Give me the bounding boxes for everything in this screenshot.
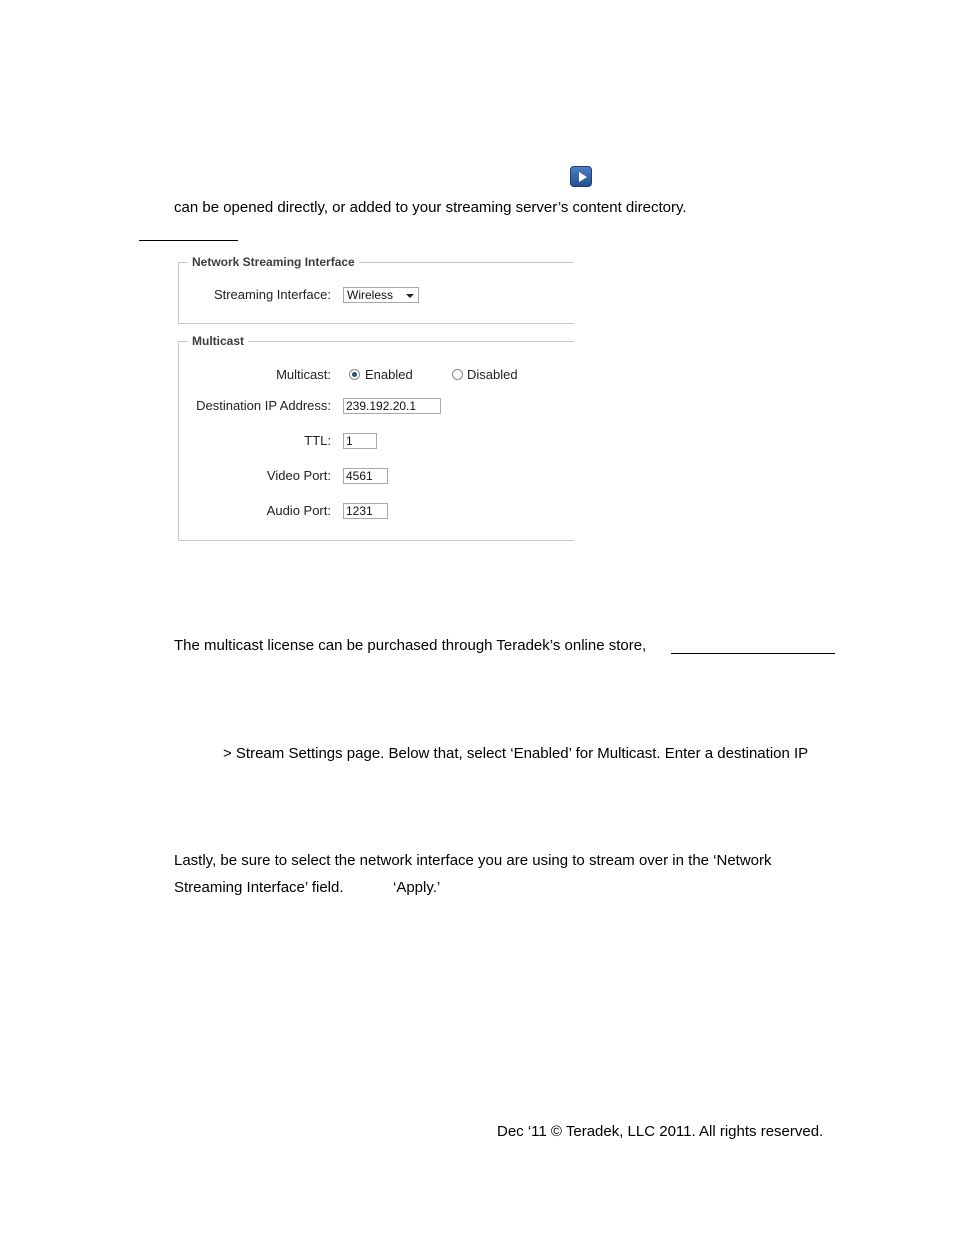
streaming-interface-label: Streaming Interface: bbox=[213, 287, 331, 302]
multicast-legend: Multicast bbox=[188, 334, 248, 348]
multicast-enabled-radio[interactable] bbox=[349, 369, 360, 380]
multicast-disabled-label: Disabled bbox=[467, 367, 518, 382]
paragraph-line: can be opened directly, or added to your streaming server’s content directory. bbox=[174, 199, 687, 216]
audio-port-label: Audio Port: bbox=[266, 503, 331, 518]
destination-ip-input[interactable]: 239.192.20.1 bbox=[343, 398, 441, 414]
multicast-label: Multicast: bbox=[276, 367, 331, 382]
ttl-label: TTL: bbox=[304, 433, 331, 448]
video-port-label: Video Port: bbox=[266, 468, 331, 483]
paragraph-line: ‘Apply.’ bbox=[393, 879, 441, 896]
paragraph-line: Lastly, be sure to select the network interface you are using to stream over in the ‘Network bbox=[174, 852, 772, 869]
paragraph-line: The multicast license can be purchased through Teradek’s online store, bbox=[174, 637, 647, 654]
audio-port-input[interactable]: 1231 bbox=[343, 503, 388, 519]
destination-ip-label: Destination IP Address: bbox=[196, 398, 331, 413]
link-underline[interactable] bbox=[671, 653, 835, 654]
multicast-disabled-radio[interactable] bbox=[452, 369, 463, 380]
paragraph-line: Streaming Interface’ field. bbox=[174, 879, 344, 896]
play-icon bbox=[570, 166, 592, 187]
paragraph-line: > Stream Settings page. Below that, select ‘Enabled’ for Multicast. Enter a destination IP bbox=[223, 745, 809, 762]
streaming-interface-select[interactable] bbox=[343, 287, 419, 303]
streaming-interface-value: Wireless bbox=[347, 288, 394, 302]
multicast-enabled-label: Enabled bbox=[365, 367, 413, 382]
ttl-input[interactable]: 1 bbox=[343, 433, 377, 449]
underline-rule bbox=[139, 240, 238, 241]
chevron-down-icon bbox=[406, 294, 414, 298]
network-streaming-interface-legend: Network Streaming Interface bbox=[188, 255, 359, 269]
page-footer: Dec ‘11 © Teradek, LLC 2011. All rights reserved. bbox=[497, 1123, 824, 1140]
video-port-input[interactable]: 4561 bbox=[343, 468, 388, 484]
